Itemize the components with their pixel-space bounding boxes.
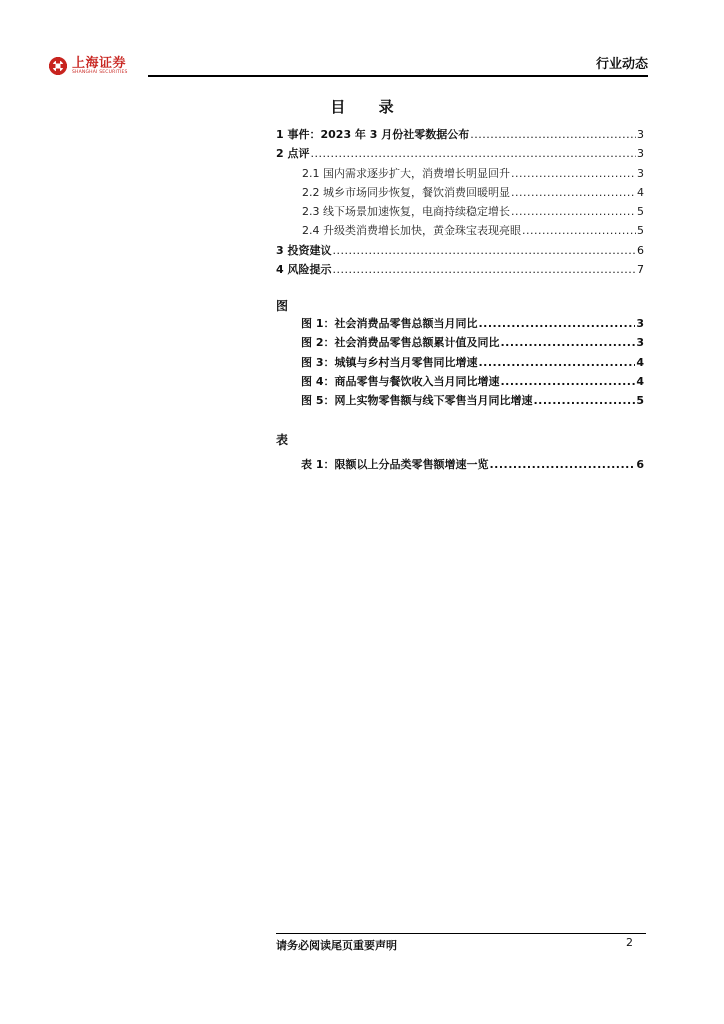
toc-entry-page: 7 xyxy=(637,263,644,277)
toc-entry-page: 3 xyxy=(636,336,644,350)
toc-entry[interactable] xyxy=(276,144,644,163)
toc-entry[interactable] xyxy=(276,221,644,240)
dot-leader xyxy=(522,221,636,240)
toc-entry-label: 图 3：城镇与乡村当月零售同比增速 xyxy=(301,355,478,369)
company-logo xyxy=(48,56,128,76)
toc-entry-page: 3 xyxy=(637,147,644,161)
table-of-contents xyxy=(276,125,644,279)
toc-entry-label: 1 事件：2023 年 3 月份社零数据公布 xyxy=(276,128,470,141)
dot-leader xyxy=(511,183,636,202)
toc-entry-label: 2 点评 xyxy=(276,147,310,161)
page-number: 2 xyxy=(626,936,633,949)
header-divider xyxy=(148,75,648,77)
toc-entry-page: 3 xyxy=(637,166,644,180)
toc-entry-label: 2.2 城乡市场同步恢复，餐饮消费回暖明显 xyxy=(302,185,510,199)
figure-list xyxy=(276,314,644,410)
toc-entry[interactable] xyxy=(276,391,644,410)
dot-leader xyxy=(310,144,636,163)
logo-chinese-name: 上海证券 xyxy=(72,55,127,71)
toc-entry-label: 图 5：网上实物零售额与线下零售当月同比增速 xyxy=(301,394,533,408)
toc-entry-page: 4 xyxy=(636,355,644,369)
toc-entry-label: 表 1：限额以上分品类零售额增速一览 xyxy=(301,458,489,471)
toc-entry-page: 6 xyxy=(636,458,644,471)
toc-entry[interactable] xyxy=(276,241,644,260)
toc-entry-label: 2.4 升级类消费增长加快，黄金珠宝表现亮眼 xyxy=(302,224,521,238)
logo-emblem-icon xyxy=(48,56,68,76)
toc-entry-label: 图 1：社会消费品零售总额当月同比 xyxy=(301,317,478,330)
figures-heading: 图 xyxy=(276,299,289,313)
toc-entry-page: 4 xyxy=(637,185,644,199)
dot-leader xyxy=(533,391,635,410)
toc-entry[interactable] xyxy=(276,125,644,144)
toc-entry-label: 图 2：社会消费品零售总额累计值及同比 xyxy=(301,336,500,350)
toc-entry-label: 2.1 国内需求逐步扩大，消费增长明显回升 xyxy=(302,166,510,180)
dot-leader xyxy=(500,333,635,352)
dot-leader xyxy=(478,314,635,333)
toc-entry[interactable] xyxy=(276,164,644,183)
dot-leader xyxy=(500,372,635,391)
toc-entry[interactable] xyxy=(276,455,644,474)
toc-entry[interactable] xyxy=(276,260,644,279)
dot-leader xyxy=(478,353,635,372)
toc-entry[interactable] xyxy=(276,314,644,333)
dot-leader xyxy=(332,260,636,279)
toc-entry-label: 2.3 线下场景加速恢复，电商持续稳定增长 xyxy=(302,205,510,219)
toc-entry-page: 3 xyxy=(636,317,644,330)
report-category: 行业动态 xyxy=(595,57,648,72)
toc-entry-label: 3 投资建议 xyxy=(276,243,332,257)
toc-entry[interactable] xyxy=(276,372,644,391)
dot-leader xyxy=(511,202,636,221)
toc-entry-page: 5 xyxy=(636,394,644,408)
logo-english-name: SHANGHAI SECURITIES xyxy=(72,69,128,75)
toc-entry-label: 4 风险提示 xyxy=(276,263,332,277)
toc-entry[interactable] xyxy=(276,353,644,372)
footer-divider xyxy=(276,933,646,934)
dot-leader xyxy=(470,125,636,144)
toc-entry-page: 6 xyxy=(637,243,644,257)
toc-entry-page: 4 xyxy=(636,374,644,388)
dot-leader xyxy=(511,164,636,183)
toc-entry-page: 5 xyxy=(637,224,644,238)
toc-title: 目 录 xyxy=(330,98,408,116)
footer-disclaimer: 请务必阅读尾页重要声明 xyxy=(276,939,397,952)
toc-entry-page: 5 xyxy=(637,205,644,219)
table-list xyxy=(276,455,644,474)
toc-entry[interactable] xyxy=(276,202,644,221)
toc-entry[interactable] xyxy=(276,333,644,352)
dot-leader xyxy=(489,455,635,474)
toc-entry-label: 图 4：商品零售与餐饮收入当月同比增速 xyxy=(301,374,500,388)
tables-heading: 表 xyxy=(276,433,289,447)
toc-entry[interactable] xyxy=(276,183,644,202)
dot-leader xyxy=(332,241,636,260)
toc-entry-page: 3 xyxy=(637,128,644,141)
